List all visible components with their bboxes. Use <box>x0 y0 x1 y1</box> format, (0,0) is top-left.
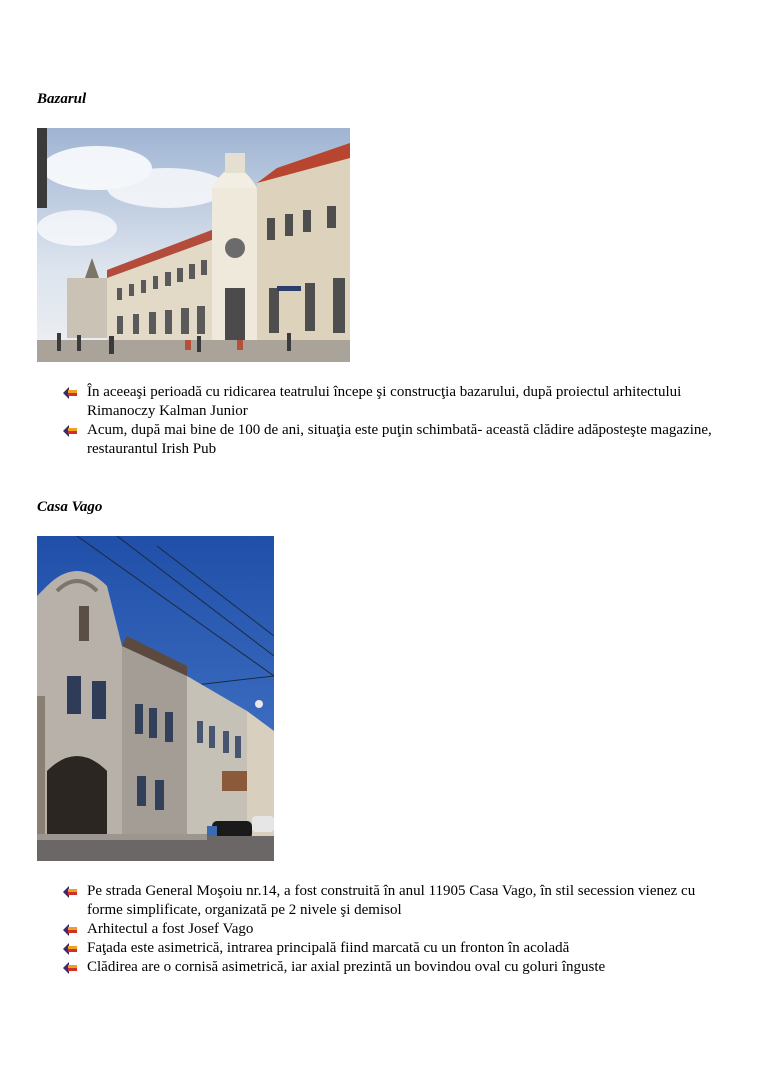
bazar-bullet-list <box>60 383 717 459</box>
arrow-bullet-icon <box>62 424 78 438</box>
list-item <box>60 958 717 977</box>
arrow-bullet-icon <box>62 923 78 937</box>
arrow-bullet-icon <box>62 942 78 956</box>
list-item <box>60 882 717 920</box>
bazar-building-photo <box>37 128 350 362</box>
list-item <box>60 383 717 421</box>
section-heading-casa-vago: Casa Vago <box>37 499 103 515</box>
casa-vago-building-photo <box>37 536 274 861</box>
list-item <box>60 920 717 939</box>
bullet-text: Pe strada General Moşoiu nr.14, a fost construită în anul 11905 Casa Vago, în stil secession vienez cu forme simplificate, organizată pe 2 nivele şi demisol <box>87 883 696 918</box>
bullet-text: Acum, după mai bine de 100 de ani, situaţia este puţin schimbată- această clădire adăposteşte magazine, restaurantul Irish Pub <box>87 422 712 457</box>
arrow-bullet-icon <box>62 961 78 975</box>
casa-vago-bullet-list <box>60 882 717 977</box>
arrow-bullet-icon <box>62 885 78 899</box>
bullet-text: În aceeaşi perioadă cu ridicarea teatrului începe şi construcţia bazarului, după proiectul arhitectului Rimanoczy Kalman Junior <box>87 384 682 419</box>
bullet-text: Clădirea are o cornisă asimetrică, iar axial prezintă un bovindou oval cu goluri înguste <box>87 959 606 975</box>
section-heading-bazarul: Bazarul <box>37 91 87 107</box>
list-item <box>60 939 717 958</box>
bullet-text: Faţada este asimetrică, intrarea principală fiind marcată cu un fronton în acoladă <box>87 940 570 956</box>
arrow-bullet-icon <box>62 386 78 400</box>
list-item <box>60 421 717 459</box>
bullet-text: Arhitectul a fost Josef Vago <box>87 921 254 937</box>
